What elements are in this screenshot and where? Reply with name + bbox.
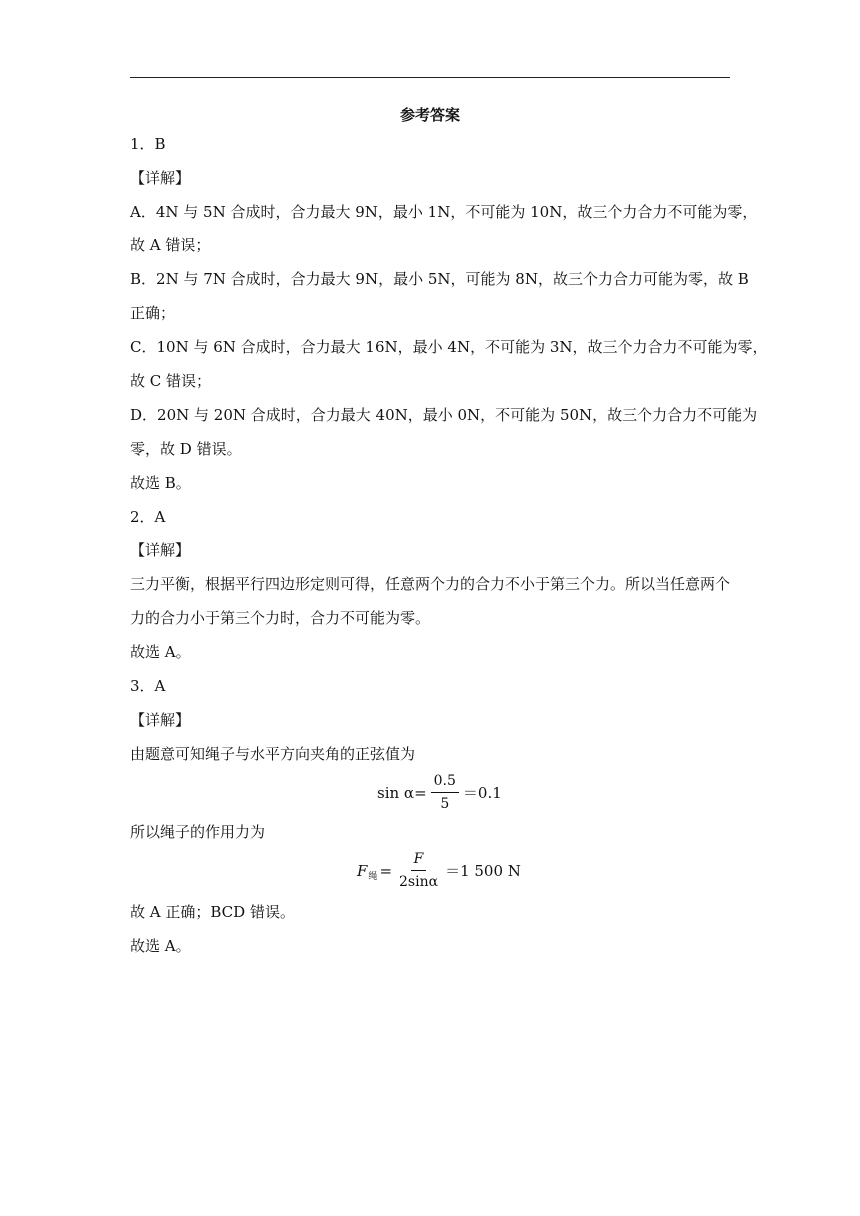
answer-2-heading: 2．A bbox=[130, 508, 166, 526]
equation-sine bbox=[377, 772, 502, 813]
text-line: 故选 B。 bbox=[130, 474, 191, 492]
text-line: 故 A 错误； bbox=[130, 236, 211, 254]
equation-force bbox=[357, 850, 521, 891]
text-line: A．4N 与 5N 合成时，合力最大 9N，最小 1N，不可能为 10N，故三个力合力不可能为零， bbox=[130, 203, 758, 221]
page-title: 参考答案 bbox=[399, 106, 460, 124]
detail-heading-1: 【详解】 bbox=[130, 169, 191, 187]
text-line: 故选 A。 bbox=[130, 937, 191, 955]
text-line: C．10N 与 6N 合成时，合力最大 16N，最小 4N，不可能为 3N，故三个力合力不可能为零， bbox=[130, 338, 768, 356]
text-line: 由题意可知绳子与水平方向夹角的正弦值为 bbox=[130, 745, 416, 763]
eq1-lhs: sin α bbox=[377, 783, 415, 802]
eq2-equals: = bbox=[379, 861, 393, 880]
text-line: 故 C 错误； bbox=[130, 372, 212, 390]
eq2-fraction bbox=[396, 850, 441, 891]
text-line: 故 A 正确；BCD 错误。 bbox=[130, 903, 295, 921]
eq2-numerator: F bbox=[411, 850, 427, 871]
eq1-rhs: ＝0.1 bbox=[462, 784, 502, 802]
text-line: 正确； bbox=[130, 304, 176, 322]
detail-heading-3: 【详解】 bbox=[130, 711, 191, 729]
text-line: 力的合力小于第三个力时，合力不可能为零。 bbox=[130, 609, 431, 627]
eq2-subscript: 绳 bbox=[368, 872, 378, 882]
text-line: 所以绳子的作用力为 bbox=[130, 823, 266, 841]
header-rule bbox=[130, 77, 730, 78]
eq2-rhs: ＝1 500 N bbox=[445, 862, 521, 880]
eq2-lhs: F bbox=[357, 861, 368, 880]
answer-1-heading: 1．B bbox=[130, 135, 166, 153]
detail-heading-2: 【详解】 bbox=[130, 541, 191, 559]
text-line: 故选 A。 bbox=[130, 643, 191, 661]
eq1-numerator: 0.5 bbox=[431, 772, 459, 793]
text-line: 零，故 D 错误。 bbox=[130, 440, 242, 458]
text-line: B．2N 与 7N 合成时，合力最大 9N，最小 5N，可能为 8N，故三个力合力可能为零，故 B bbox=[130, 270, 749, 288]
eq1-equals: = bbox=[414, 783, 427, 802]
eq2-denominator: 2sinα bbox=[399, 874, 439, 890]
text-line: D．20N 与 20N 合成时，合力最大 40N，最小 0N，不可能为 50N，故三个力合力不可能为 bbox=[130, 406, 758, 424]
text-line: 三力平衡，根据平行四边形定则可得，任意两个力的合力不小于第三个力。所以当任意两个 bbox=[130, 575, 731, 593]
answer-3-heading: 3．A bbox=[130, 677, 166, 695]
eq1-fraction bbox=[431, 772, 459, 813]
eq1-denominator: 5 bbox=[440, 796, 450, 812]
